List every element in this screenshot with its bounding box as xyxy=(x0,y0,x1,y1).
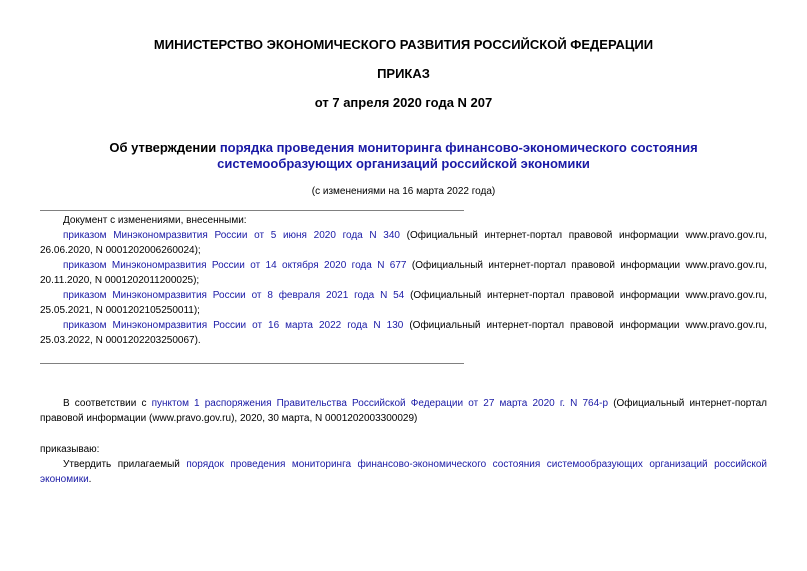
amendment-source: (Официальный интернет-портал правовой информации www.pravo.gov.ru, 25.03.2022, N 0001202203250067). xyxy=(40,320,768,346)
amendment-item xyxy=(40,318,767,348)
amendment-link[interactable]: приказом Минэкономразвития России от 14 октября 2020 года N 677 xyxy=(63,260,407,271)
amendment-link[interactable]: приказом Минэкономразвития России от 16 марта 2022 года N 130 xyxy=(63,320,404,331)
basis-suffix: (Официальный интернет-портал правовой информации (www.pravo.gov.ru), 2020, 30 марта, N 0001202003300029) xyxy=(40,398,768,424)
basis-link[interactable]: пунктом 1 распоряжения Правительства Российской Федерации от 27 марта 2020 г. N 764-р xyxy=(151,398,609,409)
title-link[interactable]: порядка проведения мониторинга финансово-экономического состояния системообразующих организаций российской экономики xyxy=(217,140,698,171)
basis-paragraph xyxy=(40,396,767,426)
order-word-text: приказываю: xyxy=(40,444,100,455)
amendment-link[interactable]: приказом Минэкономразвития России от 5 июня 2020 года N 340 xyxy=(63,230,400,241)
document-title xyxy=(60,140,747,172)
approve-paragraph xyxy=(40,457,767,487)
ministry-heading: МИНИСТЕРСТВО ЭКОНОМИЧЕСКОГО РАЗВИТИЯ РОССИЙСКОЙ ФЕДЕРАЦИИ xyxy=(153,37,654,52)
amendment-note: (с изменениями на 16 марта 2022 года) xyxy=(311,186,496,197)
amendment-source: (Официальный интернет-портал правовой информации www.pravo.gov.ru, 26.06.2020, N 0001202006260024); xyxy=(40,230,768,256)
approve-suffix: . xyxy=(88,474,92,485)
document-date-number: от 7 апреля 2020 года N 207 xyxy=(314,95,493,110)
approve-link[interactable]: порядок проведения мониторинга финансово-экономического состояния системообразующих организаций российской экономики xyxy=(40,459,768,485)
divider-top xyxy=(40,210,464,211)
basis-prefix: В соответствии с xyxy=(63,398,152,409)
order-word xyxy=(40,442,767,457)
amendment-item xyxy=(40,258,767,288)
amendments-intro: Документ с изменениями, внесенными: xyxy=(63,215,247,226)
amendment-item xyxy=(40,228,767,258)
amendment-source: (Официальный интернет-портал правовой информации www.pravo.gov.ru, 20.11.2020, N 0001202011200025); xyxy=(40,260,767,286)
amendments-block xyxy=(40,213,767,348)
amendment-source: (Официальный интернет-портал правовой информации www.pravo.gov.ru, 25.05.2021, N 0001202105250011); xyxy=(40,290,768,316)
document-type: ПРИКАЗ xyxy=(377,66,430,81)
divider-bottom xyxy=(40,363,464,364)
approve-prefix: Утвердить прилагаемый xyxy=(63,459,187,470)
amendment-item xyxy=(40,288,767,318)
amendment-link[interactable]: приказом Минэкономразвития России от 8 февраля 2021 года N 54 xyxy=(63,290,405,301)
title-prefix: Об утверждении xyxy=(109,140,220,155)
